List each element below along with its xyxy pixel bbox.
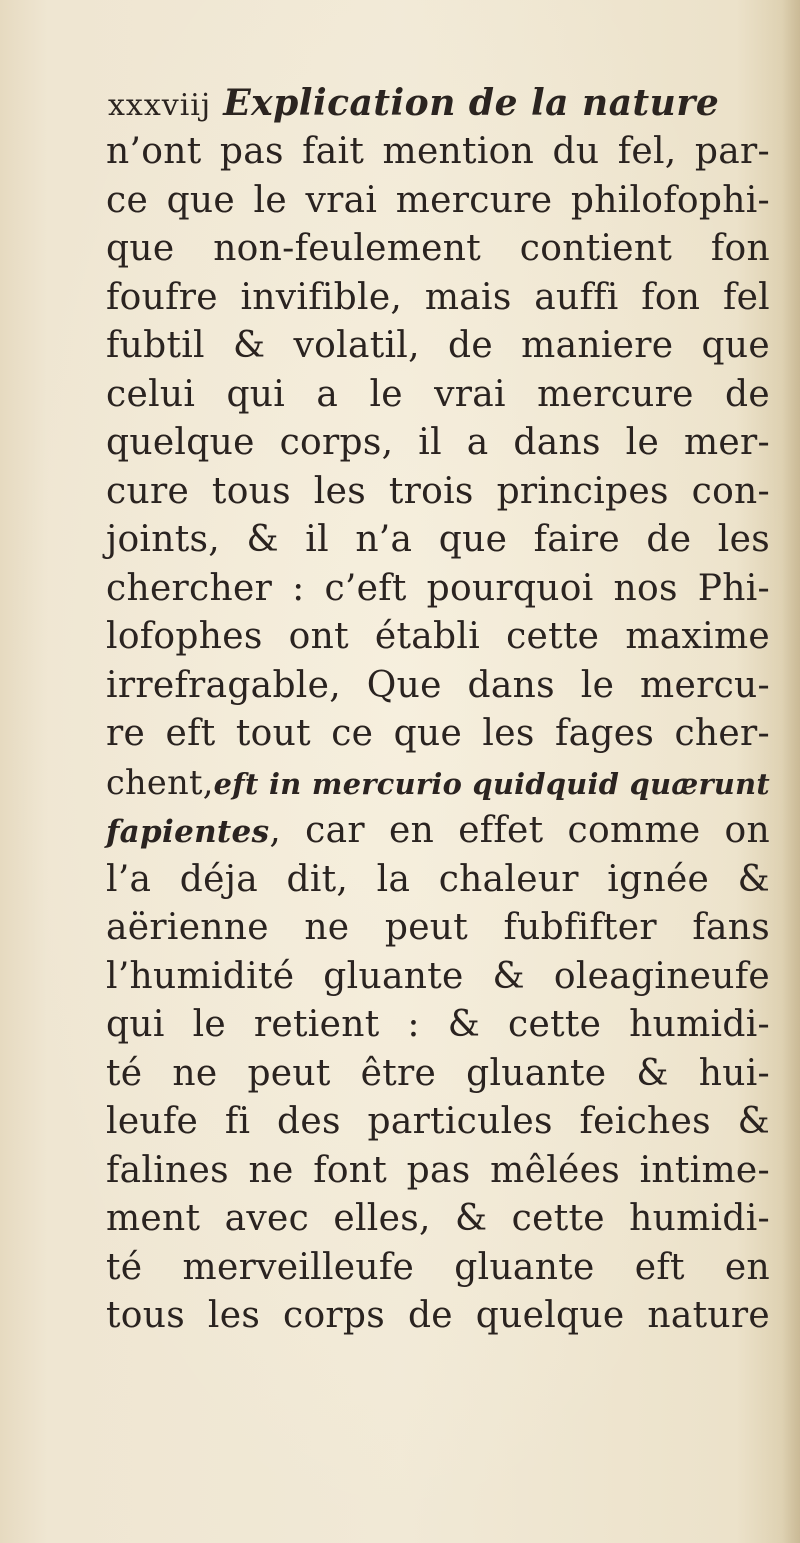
text-line (106, 856, 770, 905)
text-run: que non-feulement contient fon (106, 228, 770, 269)
text-run: tous les corps de quelque nature (106, 1295, 770, 1336)
text-line (106, 177, 770, 226)
text-run: re eft tout ce que les fages cher- (106, 713, 770, 754)
text-line (106, 371, 770, 420)
text-line (106, 565, 770, 614)
text-run: chent, (106, 762, 214, 802)
page-number: xxxviij (108, 88, 212, 123)
text-line (106, 613, 770, 662)
text-run: ment avec elles, & cette humidi- (106, 1198, 770, 1239)
text-run: té ne peut être gluante & hui- (106, 1052, 770, 1094)
text-run: irrefragable, Que dans le mercu- (106, 664, 770, 706)
text-run: , car en effet comme on (269, 810, 770, 851)
text-run: aërienne ne peut fubfifter fans (106, 907, 770, 948)
text-line (106, 322, 770, 371)
latin-phrase: fapientes (106, 814, 270, 850)
text-line (106, 710, 770, 759)
text-line (106, 1098, 770, 1147)
text-run: lofophes ont établi cette maxime (106, 616, 770, 657)
page-edge-shadow (782, 0, 800, 1543)
text-line (106, 1001, 770, 1050)
text-line (106, 807, 770, 856)
text-run: n’ont pas fait mention du fel, par- (106, 131, 770, 172)
text-line (106, 1195, 770, 1244)
body-text (106, 128, 770, 1341)
text-run: celui qui a le vrai mercure de (106, 373, 770, 415)
text-run: fubtil & volatil, de maniere que (106, 325, 770, 366)
latin-phrase: eft in mercurio quidquid quærunt (213, 766, 770, 801)
text-run: quelque corps, il a dans le mer- (106, 422, 770, 463)
text-run: cure tous les trois principes con- (106, 470, 770, 512)
text-line (106, 662, 770, 711)
text-run: té merveilleufe gluante eft en (106, 1246, 770, 1288)
text-run: qui le retient : & cette humidi- (106, 1004, 770, 1045)
running-head (108, 72, 719, 132)
text-run: l’humidité gluante & oleagineufe (106, 955, 770, 997)
text-line (106, 1244, 770, 1293)
text-line (106, 1292, 770, 1341)
text-run: ce que le vrai mercure philofophi- (106, 179, 770, 221)
text-line (106, 419, 770, 468)
text-line (106, 904, 770, 953)
running-title: Explication de la nature (223, 82, 720, 124)
text-run: joints, & il n’a que faire de les (106, 519, 770, 560)
text-line (106, 128, 770, 177)
text-line (106, 759, 770, 808)
text-line (106, 953, 770, 1002)
text-line (106, 274, 770, 323)
text-run: chercher : c’eft pourquoi nos Phi- (106, 567, 770, 609)
text-line (106, 225, 770, 274)
text-run: falines ne font pas mêlées intime- (106, 1149, 770, 1191)
text-line (106, 1147, 770, 1196)
text-run: foufre invifible, mais auffi fon fel (106, 276, 770, 318)
text-line (106, 1050, 770, 1099)
text-run: l’a déja dit, la chaleur ignée & (106, 858, 770, 900)
text-line (106, 516, 770, 565)
text-run: leufe fi des particules feiches & (106, 1101, 770, 1142)
text-line (106, 468, 770, 517)
